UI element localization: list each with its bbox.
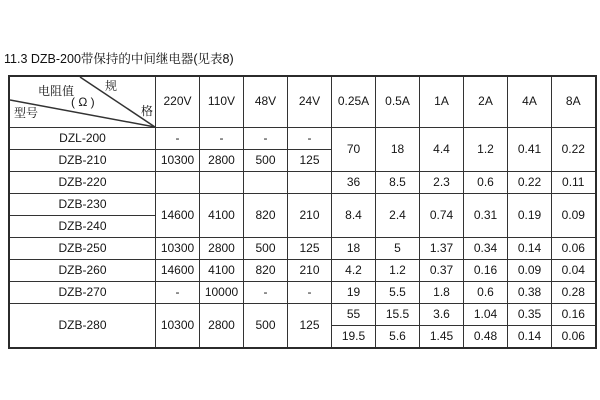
value-cell: 10300	[156, 304, 200, 349]
table-row-dzb250	[9, 238, 596, 260]
value-cell	[200, 172, 244, 194]
value-cell: 2.4	[376, 194, 420, 238]
col-header-4a: 4A	[508, 76, 552, 128]
col-header-24v: 24V	[288, 76, 332, 128]
value-cell: 500	[244, 238, 288, 260]
value-cell	[156, 172, 200, 194]
value-cell: 820	[244, 260, 288, 282]
value-cell: 0.48	[464, 326, 508, 349]
value-cell: 5.5	[376, 282, 420, 304]
value-cell: 36	[332, 172, 376, 194]
value-cell: -	[156, 128, 200, 150]
col-header-8a: 8A	[552, 76, 596, 128]
value-cell: 4.4	[420, 128, 464, 172]
model-cell: DZB-280	[9, 304, 156, 349]
value-cell: 0.74	[420, 194, 464, 238]
value-cell: -	[288, 128, 332, 150]
value-cell: 1.2	[464, 128, 508, 172]
model-cell: DZB-240	[9, 216, 156, 238]
value-cell: -	[244, 128, 288, 150]
value-cell: 3.6	[420, 304, 464, 326]
value-cell: -	[288, 282, 332, 304]
value-cell: 0.6	[464, 172, 508, 194]
value-cell: 500	[244, 150, 288, 172]
relay-spec-table	[8, 75, 597, 349]
value-cell: 10300	[156, 150, 200, 172]
table-row-dzl200	[9, 128, 596, 150]
value-cell: 0.34	[464, 238, 508, 260]
col-header-110v: 110V	[200, 76, 244, 128]
value-cell: 1.37	[420, 238, 464, 260]
value-cell: 10000	[200, 282, 244, 304]
corner-model-label: 型号	[14, 106, 39, 120]
model-cell: DZL-200	[9, 128, 156, 150]
value-cell: 0.31	[464, 194, 508, 238]
value-cell: 14600	[156, 260, 200, 282]
value-cell: 4100	[200, 260, 244, 282]
value-cell: 10300	[156, 238, 200, 260]
value-cell: 0.04	[552, 260, 596, 282]
value-cell: 0.06	[552, 238, 596, 260]
value-cell: 1.04	[464, 304, 508, 326]
value-cell: 4100	[200, 194, 244, 238]
model-cell: DZB-270	[9, 282, 156, 304]
value-cell: 0.09	[552, 194, 596, 238]
value-cell: 0.14	[508, 238, 552, 260]
col-header-025a: 0.25A	[332, 76, 376, 128]
corner-spec-label-2: 格	[141, 104, 154, 118]
value-cell: 0.11	[552, 172, 596, 194]
value-cell: 0.37	[420, 260, 464, 282]
value-cell: 70	[332, 128, 376, 172]
col-header-2a: 2A	[464, 76, 508, 128]
value-cell: 0.16	[552, 304, 596, 326]
value-cell: 0.16	[464, 260, 508, 282]
value-cell: 5	[376, 238, 420, 260]
value-cell: 18	[332, 238, 376, 260]
value-cell: 500	[244, 304, 288, 349]
value-cell: -	[200, 128, 244, 150]
value-cell: 0.09	[508, 260, 552, 282]
value-cell: 210	[288, 194, 332, 238]
value-cell: 0.06	[552, 326, 596, 349]
value-cell: 14600	[156, 194, 200, 238]
corner-resistance-unit: ( Ω )	[71, 95, 95, 109]
diagonal-header	[10, 77, 155, 127]
value-cell: 820	[244, 194, 288, 238]
model-cell: DZB-210	[9, 150, 156, 172]
value-cell: 1.8	[420, 282, 464, 304]
value-cell: 0.14	[508, 326, 552, 349]
corner-header-cell	[9, 76, 156, 128]
value-cell: 15.5	[376, 304, 420, 326]
col-header-1a: 1A	[420, 76, 464, 128]
value-cell: -	[244, 282, 288, 304]
model-cell: DZB-260	[9, 260, 156, 282]
value-cell: 1.45	[420, 326, 464, 349]
col-header-48v: 48V	[244, 76, 288, 128]
value-cell: -	[156, 282, 200, 304]
value-cell: 0.22	[508, 172, 552, 194]
table-row-dzb220	[9, 172, 596, 194]
value-cell: 0.22	[552, 128, 596, 172]
corner-resistance-label: 电阻值	[38, 84, 75, 98]
value-cell: 125	[288, 238, 332, 260]
value-cell: 210	[288, 260, 332, 282]
model-cell: DZB-230	[9, 194, 156, 216]
value-cell: 0.38	[508, 282, 552, 304]
value-cell: 8.5	[376, 172, 420, 194]
table-row-dzb260	[9, 260, 596, 282]
model-cell: DZB-220	[9, 172, 156, 194]
value-cell: 0.28	[552, 282, 596, 304]
section-title: 11.3 DZB-200带保持的中间继电器(见表8)	[4, 52, 234, 66]
value-cell: 19.5	[332, 326, 376, 349]
value-cell: 19	[332, 282, 376, 304]
value-cell	[244, 172, 288, 194]
value-cell: 55	[332, 304, 376, 326]
value-cell: 2.3	[420, 172, 464, 194]
header-row	[9, 76, 596, 128]
value-cell: 5.6	[376, 326, 420, 349]
value-cell: 0.6	[464, 282, 508, 304]
value-cell: 4.2	[332, 260, 376, 282]
corner-spec-label-1: 规	[105, 79, 118, 93]
value-cell: 125	[288, 150, 332, 172]
value-cell	[288, 172, 332, 194]
value-cell: 0.35	[508, 304, 552, 326]
value-cell: 8.4	[332, 194, 376, 238]
value-cell: 0.19	[508, 194, 552, 238]
value-cell: 18	[376, 128, 420, 172]
value-cell: 2800	[200, 238, 244, 260]
value-cell: 0.41	[508, 128, 552, 172]
value-cell: 2800	[200, 304, 244, 349]
value-cell: 1.2	[376, 260, 420, 282]
col-header-05a: 0.5A	[376, 76, 420, 128]
col-header-220v: 220V	[156, 76, 200, 128]
table-row-dzb280	[9, 304, 596, 326]
value-cell: 125	[288, 304, 332, 349]
value-cell: 2800	[200, 150, 244, 172]
model-cell: DZB-250	[9, 238, 156, 260]
table-row-dzb230	[9, 194, 596, 216]
table-row-dzb270	[9, 282, 596, 304]
